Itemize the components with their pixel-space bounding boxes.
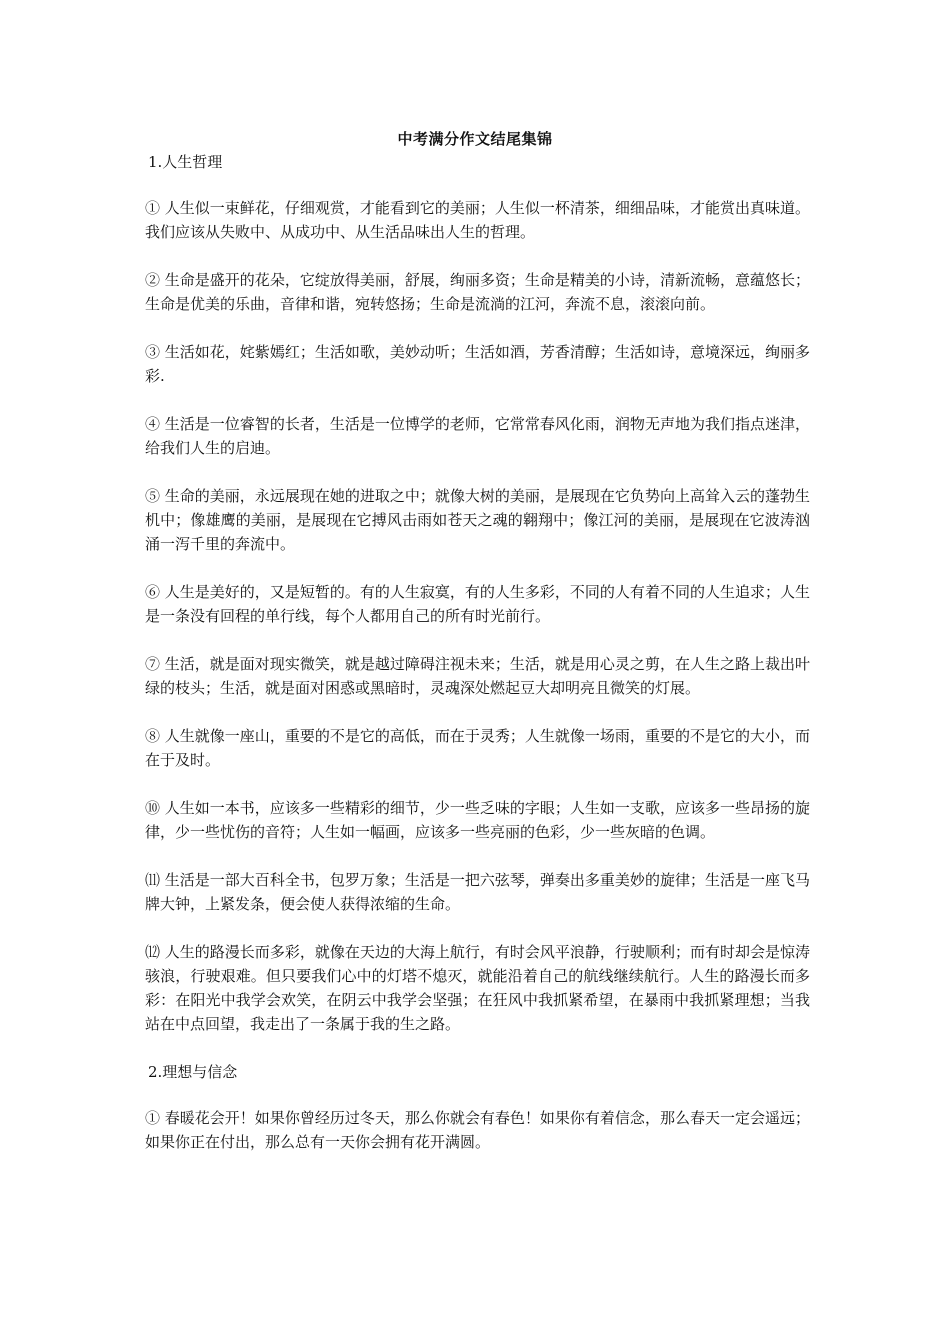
paragraph: ⑤ 生命的美丽，永远展现在她的进取之中；就像大树的美丽，是展现在它负势向上高耸入云的蓬勃生机中；像雄鹰的美丽，是展现在它搏风击雨如苍天之魂的翱翔中；像江河的美丽，是展现在它波涛汹涌一泻千里的奔流中。 (145, 487, 810, 553)
paragraph: ② 生命是盛开的花朵，它绽放得美丽，舒展，绚丽多资；生命是精美的小诗，清新流畅，意蕴悠长；生命是优美的乐曲，音律和谐，宛转悠扬；生命是流淌的江河，奔流不息，滚滚向前。 (145, 271, 810, 313)
paragraph: ③ 生活如花，姹紫嫣红；生活如歌，美妙动听；生活如酒，芳香清醇；生活如诗，意境深远，绚丽多彩. (145, 343, 810, 385)
paragraph: ⑾ 生活是一部大百科全书，包罗万象；生活是一把六弦琴，弹奏出多重美妙的旋律；生活是一座飞马牌大钟，上紧发条，便会使人获得浓缩的生命。 (145, 871, 810, 913)
document-title: 中考满分作文结尾集锦 (397, 130, 553, 148)
paragraph: ① 春暖花会开！如果你曾经历过冬天，那么你就会有春色！如果你有着信念，那么春天一定会遥远；如果你正在付出，那么总有一天你会拥有花开满圆。 (145, 1109, 810, 1151)
section-heading-ideals-beliefs: 2.理想与信念 (148, 1063, 238, 1081)
paragraph: ⑩ 人生如一本书，应该多一些精彩的细节，少一些乏味的字眼；人生如一支歌，应该多一些昂扬的旋律，少一些忧伤的音符；人生如一幅画，应该多一些亮丽的色彩，少一些灰暗的色调。 (145, 799, 810, 841)
paragraph: ⑥ 人生是美好的，又是短暂的。有的人生寂寞，有的人生多彩，不同的人有着不同的人生追求；人生是一条没有回程的单行线，每个人都用自己的所有时光前行。 (145, 583, 810, 625)
paragraph: ① 人生似一束鲜花，仔细观赏，才能看到它的美丽；人生似一杯清茶，细细品味，才能赏出真味道。我们应该从失败中、从成功中、从生活品味出人生的哲理。 (145, 199, 810, 241)
paragraph: ⑿ 人生的路漫长而多彩，就像在天边的大海上航行，有时会风平浪静，行驶顺利；而有时却会是惊涛骇浪，行驶艰难。但只要我们心中的灯塔不熄灭，就能沿着自己的航线继续航行。人生的路漫长而多彩：在阳光中我学会欢笑，在阴云中我学会坚强；在狂风中我抓紧希望，在暴雨中我抓紧理想；当我站在中点回望，我走出了一条属于我的生之路。 (145, 943, 810, 1033)
document-body (145, 150, 810, 1178)
section-heading-life-philosophy: 1.人生哲理 (148, 153, 223, 171)
paragraph: ⑦ 生活，就是面对现实微笑，就是越过障碍注视未来；生活，就是用心灵之剪，在人生之路上裁出叶绿的枝头；生活，就是面对困惑或黑暗时，灵魂深处燃起豆大却明亮且微笑的灯展。 (145, 655, 810, 697)
paragraph: ④ 生活是一位睿智的长者，生活是一位博学的老师，它常常春风化雨，润物无声地为我们指点迷津，给我们人生的启迪。 (145, 415, 810, 457)
paragraph: ⑧ 人生就像一座山，重要的不是它的高低，而在于灵秀；人生就像一场雨，重要的不是它的大小，而在于及时。 (145, 727, 810, 769)
